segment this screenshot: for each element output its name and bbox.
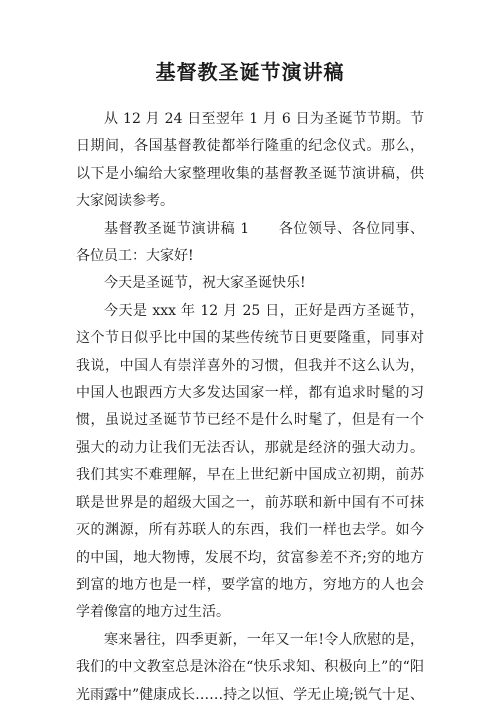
paragraph-wishes: 今天是圣诞节，祝大家圣诞快乐! bbox=[104, 275, 306, 292]
paragraph-closing: 寒来暑往，四季更新，一年又一年!令人欣慰的是，我们的中文教室总是沐浴在“快乐求知、积极向上”的“阳光雨露中”健康成长……持之以恒、学无止境;锐气十足、 bbox=[76, 631, 424, 703]
paragraph-intro: 从 12 月 24 日至翌年 1 月 6 日为圣诞节节期。节日期间，各国基督教徒都举行隆重的纪念仪式。那么，以下是小编给大家整理收集的基督教圣诞节演讲稿，供大家阅读参考。 bbox=[76, 111, 424, 210]
paragraph-body: 今天是 xxx 年 12 月 25 日，正好是西方圣诞节，这个节日似乎比中国的某些传统节日更要隆重，同事对我说，中国人有崇洋喜外的习惯，但我并不这么认为，中国人也跟西方大多发达国家一样，都有追求时髦的习惯，虽说过圣诞节节已经不是什么时髦了，但是有一个强大的动力让我们无法否认，那就是经济的强大动力。我们其实不难理解，早在上世纪新中国成立初期，前苏联是世界是的超级大国之一，前苏联和新中国有不可抹灭的渊源，所有苏联人的东西，我们一样也去学。如今的中国，地大物博，发展不均，贫富参差不齐;穷的地方到富的地方也是一样，要学富的地方，穷地方的人也会学着像富的地方过生活。 bbox=[76, 302, 424, 621]
document-title: 基督教圣诞节演讲稿 bbox=[155, 60, 345, 84]
paragraph-greeting: 基督教圣诞节演讲稿 1 各位领导、各位同事、各位员工：大家好! bbox=[76, 220, 424, 265]
